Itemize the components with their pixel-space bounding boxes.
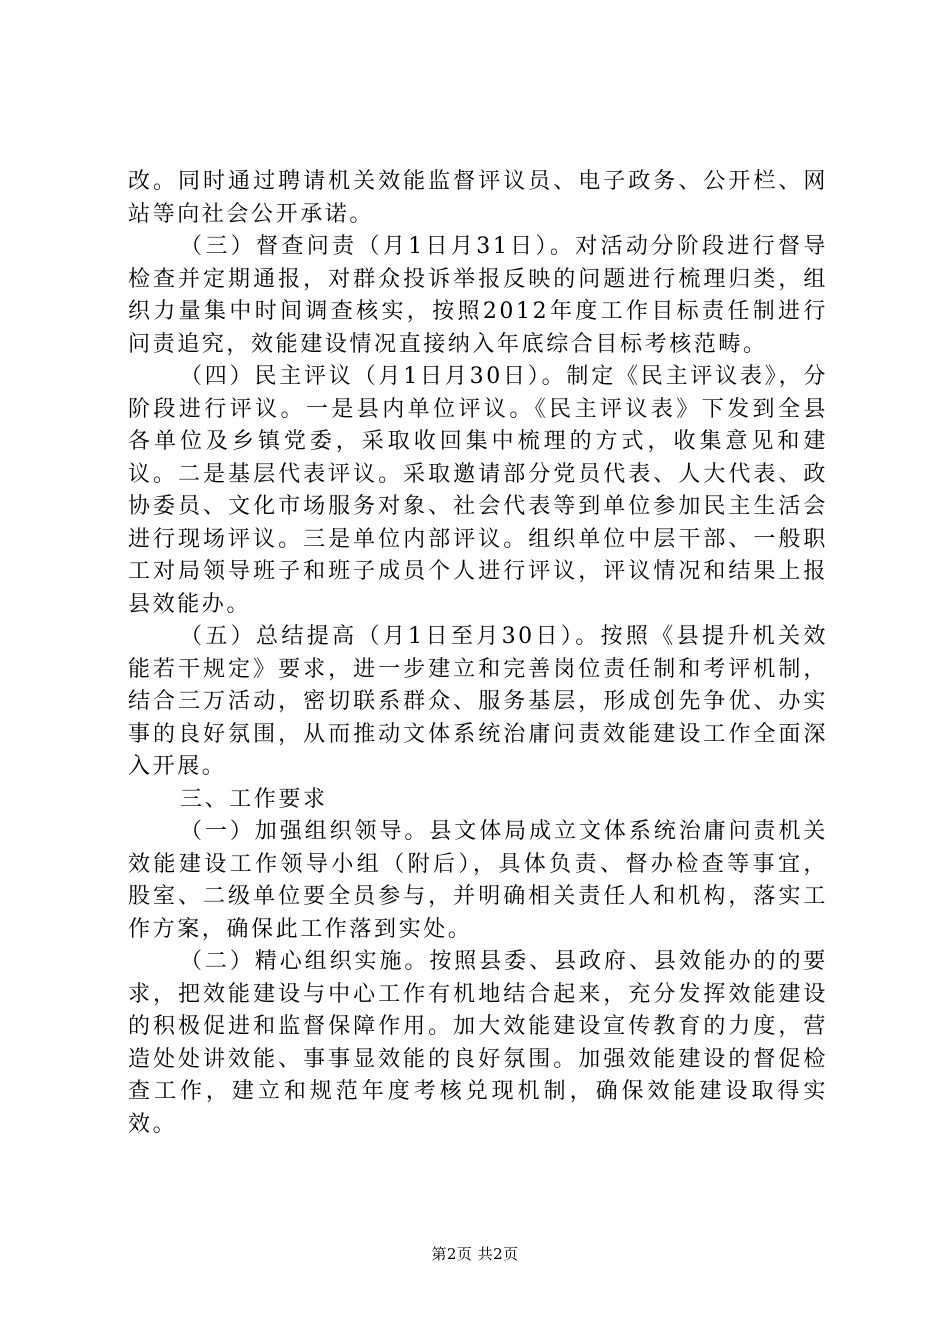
document-body: [128, 166, 828, 1141]
paragraph-democratic-review: （四）民主评议（月1日月30日）。制定《民主评议表》，分阶段进行评议。一是县内单位评议。《民主评议表》下发到全县各单位及乡镇党委，采取收回集中梳理的方式，收集意见和建议。二是基层代表评议。采取邀请部分党员代表、人大代表、政协委员、文化市场服务对象、社会代表等到单位参加民主生活会进行现场评议。三是单位内部评议。组织单位中层干部、一般职工对局领导班子和班子成员个人进行评议，评议情况和结果上报县效能办。: [128, 364, 828, 617]
paragraph-continuation: 改。同时通过聘请机关效能监督评议员、电子政务、公开栏、网站等向社会公开承诺。: [128, 169, 828, 227]
page-number-footer: 第2页 共2页: [431, 1245, 519, 1263]
paragraph-implementation: （二）精心组织实施。按照县委、县政府、县效能办的的要求，把效能建设与中心工作有机地结合起来，充分发挥效能建设的积极促进和监督保障作用。加大效能建设宣传教育的力度，营造处处讲效能、事事显效能的良好氛围。加强效能建设的督促检查工作，建立和规范年度考核兑现机制，确保效能建设取得实效。: [128, 949, 828, 1137]
section-heading-requirements: 三、工作要求: [180, 786, 328, 812]
paragraph-leadership: （一）加强组织领导。县文体局成立文体系统治庸问责机关效能建设工作领导小组（附后），具体负责、督办检查等事宜，股室、二级单位要全员参与，并明确相关责任人和机构，落实工作方案，确保此工作落到实处。: [128, 819, 828, 942]
paragraph-summary: （五）总结提高（月1日至月30日）。按照《县提升机关效能若干规定》要求，进一步建立和完善岗位责任制和考评机制，结合三万活动，密切联系群众、服务基层，形成创先争优、办实事的良好氛围，从而推动文体系统治庸问责效能建设工作全面深入开展。: [128, 624, 828, 779]
paragraph-supervision: （三）督查问责（月1日月31日）。对活动分阶段进行督导检查并定期通报，对群众投诉举报反映的问题进行梳理归类，组织力量集中时间调查核实，按照2012年度工作目标责任制进行问责追究，效能建设情况直接纳入年底综合目标考核范畴。: [128, 234, 828, 357]
